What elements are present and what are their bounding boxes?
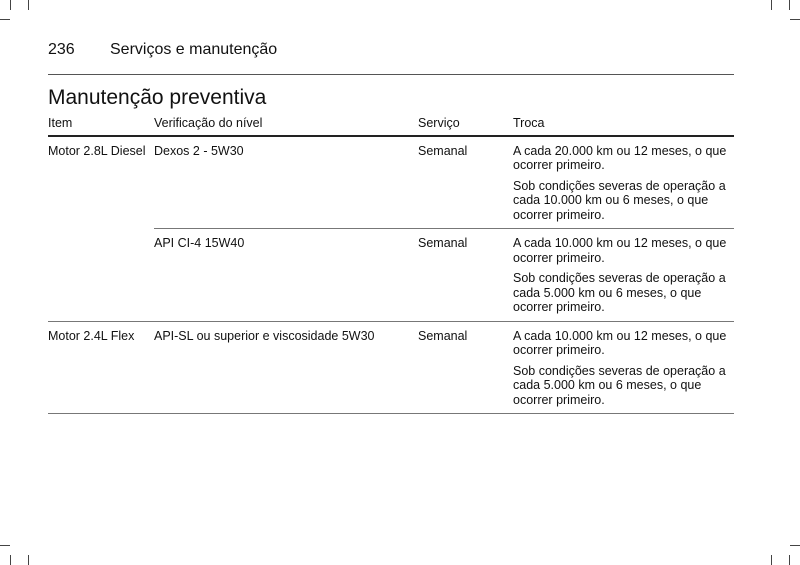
severe-conditions-note: Sob condições severas de operação a cada 5.000 km ou 6 meses, o que ocorrer primeiro.: [513, 271, 726, 314]
change-interval: A cada 10.000 km ou 12 meses, o que ocorrer primeiro.: [513, 236, 727, 265]
cell-item: [48, 229, 154, 322]
page-number: 236: [48, 41, 75, 58]
page-title: Manutenção preventiva: [48, 86, 267, 109]
cell-level-check: API-SL ou superior e viscosidade 5W30: [154, 321, 418, 414]
severe-conditions-note: Sob condições severas de operação a cada 5.000 km ou 6 meses, o que ocorrer primeiro.: [513, 363, 726, 407]
page-header: [48, 41, 277, 59]
crop-mark: [0, 19, 10, 20]
cell-item: Motor 2.8L Diesel: [48, 143, 146, 158]
cell-change: [513, 229, 734, 322]
crop-mark: [789, 555, 790, 565]
crop-mark: [790, 545, 800, 546]
cell-service: Semanal: [418, 136, 513, 229]
crop-mark: [771, 555, 772, 565]
table-header-row: [48, 113, 734, 136]
table-row: [48, 136, 734, 229]
crop-mark: [790, 19, 800, 20]
change-interval: A cada 10.000 km ou 12 meses, o que ocorrer primeiro.: [513, 328, 727, 357]
table-row: [48, 229, 734, 322]
column-header-level-check: Verificação do nível: [154, 113, 418, 136]
crop-mark: [10, 555, 11, 565]
crop-mark: [28, 555, 29, 565]
column-header-change: Troca: [513, 113, 734, 136]
header-divider: [48, 74, 734, 75]
crop-mark: [789, 0, 790, 10]
column-header-service: Serviço: [418, 113, 513, 136]
section-title: Serviços e manutenção: [110, 41, 278, 58]
cell-level-check: API CI-4 15W40: [154, 229, 418, 322]
severe-conditions-note: Sob condições severas de operação a cada 10.000 km ou 6 meses, o que ocorrer primeiro.: [513, 178, 726, 222]
crop-mark: [771, 0, 772, 10]
column-header-item: Item: [48, 113, 154, 136]
crop-mark: [0, 545, 10, 546]
cell-service: Semanal: [418, 229, 513, 322]
change-interval: A cada 20.000 km ou 12 meses, o que ocorrer primeiro.: [513, 143, 727, 172]
cell-service: Semanal: [418, 321, 513, 414]
crop-mark: [28, 0, 29, 10]
maintenance-table: [48, 113, 734, 414]
cell-level-check: Dexos 2 - 5W30: [154, 136, 418, 229]
crop-mark: [10, 0, 11, 10]
cell-change: [513, 321, 734, 414]
cell-item: Motor 2.4L Flex: [48, 321, 154, 414]
cell-change: [513, 136, 734, 229]
table-row: [48, 321, 734, 414]
